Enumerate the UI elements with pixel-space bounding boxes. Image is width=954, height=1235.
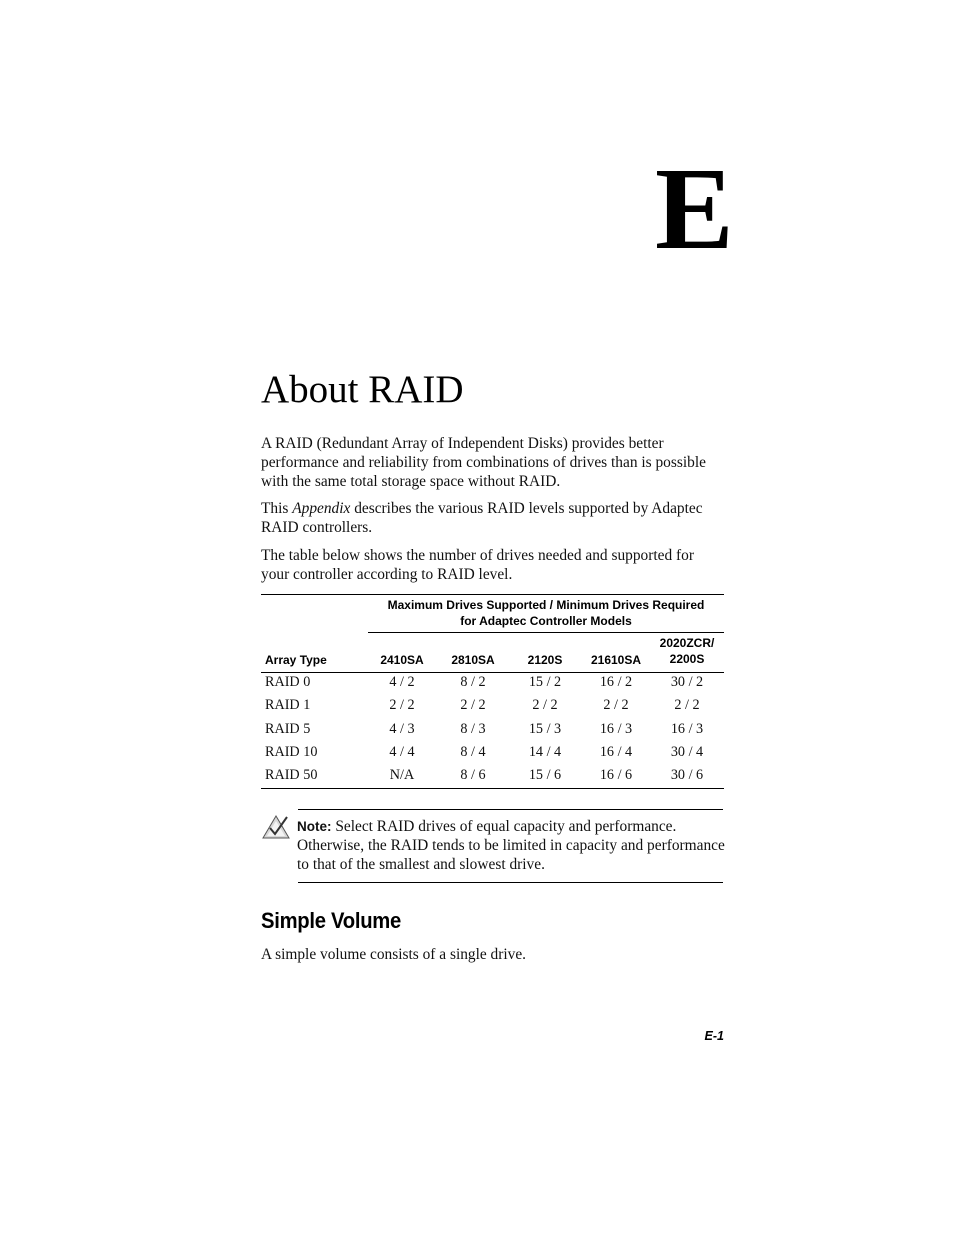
cell-2020zcr-2200s: 16 / 3 (670, 721, 704, 737)
cell-array-type: RAID 50 (265, 767, 318, 783)
simple-volume-paragraph: A simple volume consists of a single drive. (261, 946, 527, 963)
column-header-array-type: Array Type (265, 653, 327, 667)
cell-2810sa: 8 / 3 (460, 721, 486, 737)
cell-array-type: RAID 0 (265, 674, 311, 690)
table-top-rule (261, 594, 724, 595)
intro-paragraph-2-suffix: describes the various RAID levels supported by Adaptec RAID controllers. (261, 500, 703, 536)
cell-2020zcr-2200s: 30 / 4 (670, 744, 704, 760)
table-bottom-rule (261, 788, 724, 789)
intro-paragraph-3: The table below shows the number of drives needed and supported for your controller according to RAID level. (261, 547, 694, 583)
table-group-rule (368, 632, 724, 633)
table-group-header-line2: for Adaptec Controller Models (460, 614, 632, 628)
cell-2020zcr-2200s: 30 / 6 (670, 767, 704, 783)
note-top-rule (298, 809, 723, 810)
cell-2410sa: 4 / 4 (389, 744, 415, 760)
note-bottom-rule (298, 882, 723, 883)
appendix-emphasis: Appendix (292, 500, 351, 517)
cell-2410sa: 2 / 2 (389, 697, 415, 713)
cell-21610sa: 16 / 3 (599, 721, 633, 737)
cell-2020zcr-2200s: 30 / 2 (670, 674, 704, 690)
cell-2120s: 15 / 2 (528, 674, 562, 690)
cell-21610sa: 16 / 6 (599, 767, 633, 783)
note-label: Note: (297, 819, 332, 834)
column-header-2410sa: 2410SA (380, 653, 424, 667)
section-title-simple-volume: Simple Volume (261, 908, 402, 933)
table-group-header (368, 597, 724, 629)
page-number: E-1 (704, 1029, 724, 1043)
cell-2810sa: 8 / 2 (460, 674, 486, 690)
note-text (297, 817, 727, 874)
cell-array-type: RAID 10 (265, 744, 318, 760)
column-header-21610sa: 21610SA (590, 653, 642, 667)
intro-paragraph-2 (261, 499, 723, 537)
cell-2410sa: N/A (389, 767, 415, 783)
column-header-2020zcr-line1: 2020ZCR/ (659, 636, 715, 650)
cell-2120s: 2 / 2 (532, 697, 558, 713)
cell-2410sa: 4 / 2 (389, 674, 415, 690)
cell-array-type: RAID 5 (265, 721, 311, 737)
cell-2120s: 15 / 3 (528, 721, 562, 737)
column-header-2120s: 2120S (527, 653, 563, 667)
cell-2120s: 15 / 6 (528, 767, 562, 783)
intro-paragraph-1: A RAID (Redundant Array of Independent Disks) provides better performance and reliability from combinations of drives than is possible with the same total storage space without RAID. (261, 435, 706, 490)
chapter-letter: E (655, 143, 734, 274)
cell-21610sa: 2 / 2 (603, 697, 629, 713)
column-header-2810sa: 2810SA (451, 653, 495, 667)
cell-21610sa: 16 / 2 (599, 674, 633, 690)
cell-2120s: 14 / 4 (528, 744, 562, 760)
cell-array-type: RAID 1 (265, 697, 311, 713)
cell-2810sa: 8 / 6 (460, 767, 486, 783)
column-header-2200s-line2: 2200S (669, 652, 705, 666)
note-pencil-check-icon (261, 812, 291, 840)
cell-21610sa: 16 / 4 (599, 744, 633, 760)
cell-2810sa: 8 / 4 (460, 744, 486, 760)
intro-paragraph-2-prefix: This (261, 500, 293, 517)
note-body: Select RAID drives of equal capacity and performance. Otherwise, the RAID tends to be limited in capacity and performance to that of the smallest and slowest drive. (297, 818, 725, 873)
cell-2810sa: 2 / 2 (460, 697, 486, 713)
cell-2410sa: 4 / 3 (389, 721, 415, 737)
column-header-2020zcr-2200s (652, 635, 722, 667)
table-group-header-line1: Maximum Drives Supported / Minimum Drives Required (387, 598, 705, 612)
page-title: About RAID (261, 368, 464, 411)
cell-2020zcr-2200s: 2 / 2 (674, 697, 700, 713)
